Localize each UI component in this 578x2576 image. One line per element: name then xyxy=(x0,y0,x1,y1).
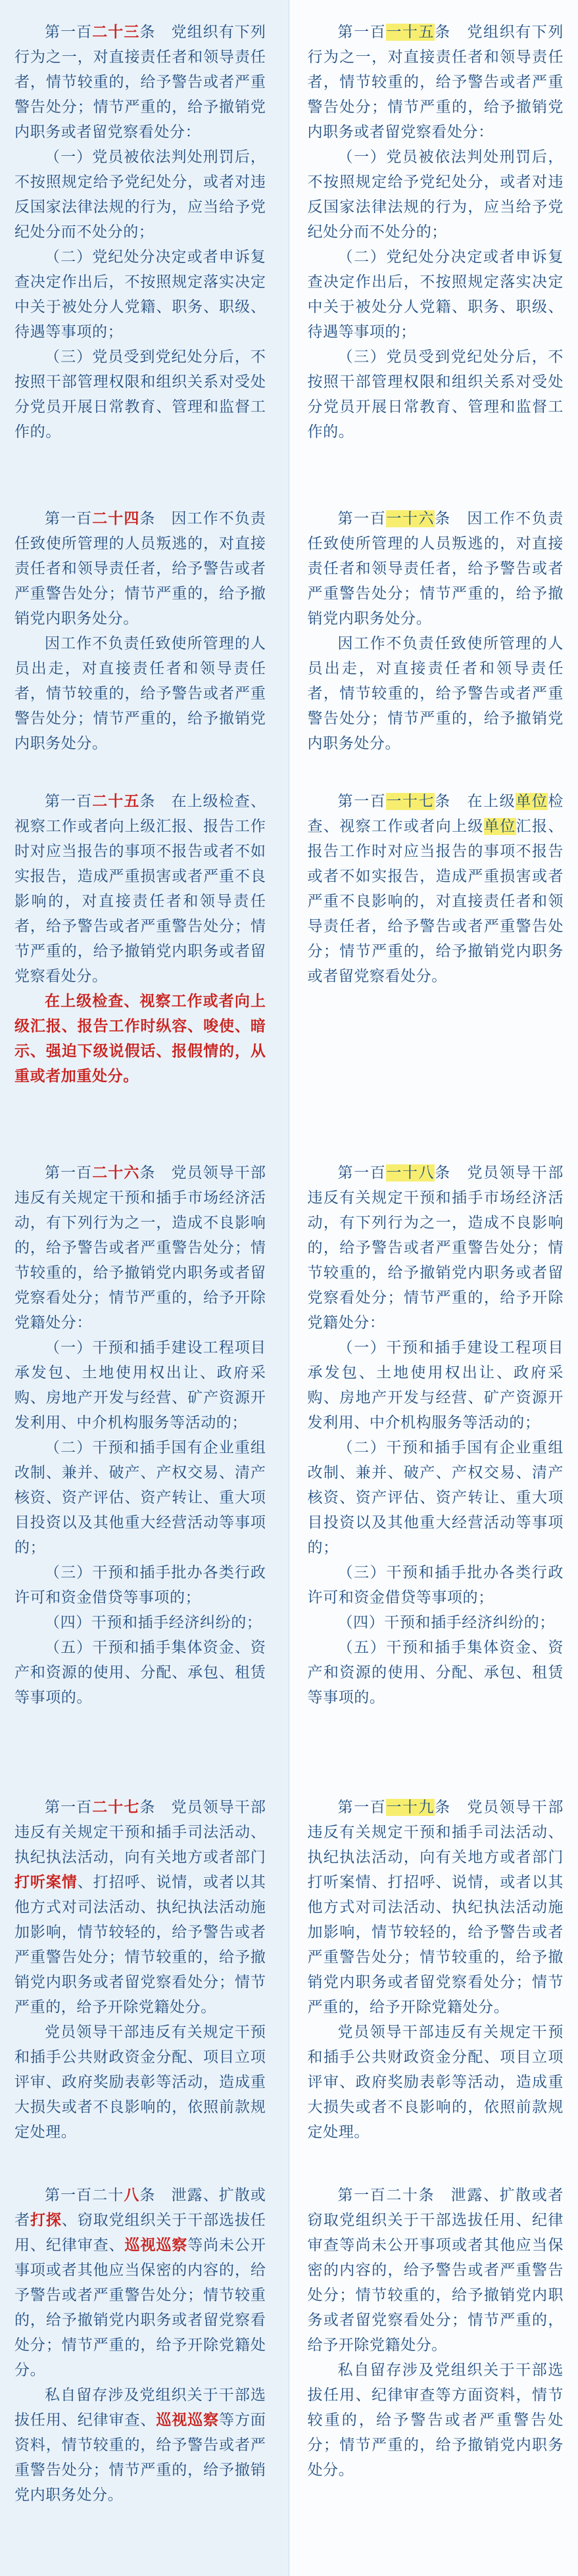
highlighted-text: 单位 xyxy=(516,793,548,810)
text-segment: 等尚未公开事项或者其他应当保密的内容的，给予警告或者严重警告处分；情节较重的，给予撤销党内职务或者留党察看处分；情节严重的，给予开除党籍处分。 xyxy=(14,2237,266,2379)
text-segment: 条 党员领导干部违反有关规定干预和插手市场经济活动，有下列行为之一，造成不良影响的，给予警告或者严重警告处分；情节较重的，给予撤销党内职务或者留党察看处分；情节严重的，给予开除党籍处分： xyxy=(14,1164,266,1331)
left-article-6 xyxy=(14,2183,266,2508)
right-article-4-paragraph-2 xyxy=(308,1335,564,1435)
left-article-4-paragraph-3 xyxy=(14,1435,266,1560)
text-segment: 因工作不负责任致使所管理的人员出走，对直接责任者和领导责任者，情节较重的，给予警告或者严重警告处分；情节严重的，给予撤销党内职务处分。 xyxy=(14,635,266,752)
right-article-1-paragraph-2 xyxy=(308,145,564,245)
left-article-4-paragraph-6 xyxy=(14,1635,266,1710)
text-segment: （五）干预和插手集体资金、资产和资源的使用、分配、承包、租赁等事项的。 xyxy=(307,1639,564,1706)
text-segment: （三）党员受到党纪处分后，不按照干部管理权限和组织关系对受处分党员开展日常教育、管理和监督工作的。 xyxy=(307,348,564,441)
text-segment: 第一百 xyxy=(45,24,93,41)
right-article-6-paragraph-1 xyxy=(308,2183,564,2358)
left-article-1-paragraph-2 xyxy=(14,145,266,245)
highlighted-text: 一十八 xyxy=(386,1164,435,1181)
text-segment: （三）干预和插手批办各类行政许可和资金借贷等事项的； xyxy=(307,1564,564,1606)
highlighted-text: 一十六 xyxy=(386,510,435,527)
right-article-5-paragraph-1 xyxy=(308,1795,564,2020)
text-segment: 条 因工作不负责任致使所管理的人员叛逃的，对直接责任者和领导责任者，给予警告或者严重警告处分；情节严重的，给予撤销党内职务处分。 xyxy=(14,510,266,627)
text-segment: （一）干预和插手建设工程项目承发包、土地使用权出让、政府采购、房地产开发与经营、矿产资源开发利用、中介机构服务等活动的； xyxy=(307,1339,564,1431)
text-segment: （五）干预和插手集体资金、资产和资源的使用、分配、承包、租赁等事项的。 xyxy=(14,1639,266,1706)
left-article-5 xyxy=(14,1795,266,2145)
text-segment: （一）党员被依法判处刑罚后，不按照规定给予党纪处分，或者对违反国家法律法规的行为，应当给予党纪处分而不处分的； xyxy=(14,149,266,241)
text-segment: （二）干预和插手国有企业重组改制、兼并、破产、产权交易、清产核资、资产评估、资产转让、重大项目投资以及其他重大经营活动等事项的； xyxy=(14,1439,266,1556)
right-article-1 xyxy=(308,20,564,444)
changed-number: 二十六 xyxy=(92,1164,140,1181)
text-segment: （一）党员被依法判处刑罚后，不按照规定给予党纪处分，或者对违反国家法律法规的行为，应当给予党纪处分而不处分的； xyxy=(307,149,564,241)
left-article-2 xyxy=(14,506,266,756)
emphasized-text: 在上级检查、视察工作或者向上级汇报、报告工作时纵容、唆使、暗示、强迫下级说假话、报假情的，从重或者加重处分。 xyxy=(14,993,266,1085)
text-segment: 第一百 xyxy=(337,793,387,810)
highlighted-text: 一十七 xyxy=(386,793,435,810)
text-segment: 条 在上级检查、视察工作或者向上级汇报、报告工作时对应当报告的事项不报告或者不如实报告，造成严重损害或者严重不良影响的，对直接责任者和领导责任者，给予警告或者严重警告处分；情节严重的，给予撤销党内职务或者留党察看处分。 xyxy=(14,793,266,985)
left-article-6-paragraph-1 xyxy=(14,2183,266,2383)
right-article-5 xyxy=(308,1795,564,2145)
right-article-3 xyxy=(308,789,564,989)
left-article-2-paragraph-2 xyxy=(14,631,266,756)
right-article-1-paragraph-3 xyxy=(308,245,564,345)
text-segment: 第一百 xyxy=(337,1164,387,1181)
left-article-5-paragraph-1 xyxy=(14,1795,266,2020)
text-segment: 第一百二十条 泄露、扩散或者窃取党组织关于干部选拔任用、纪律审查等尚未公开事项或者其他应当保密的内容的，给予警告或者严重警告处分；情节较重的，给予撤销党内职务或者留党察看处分；情节严重的，给予开除党籍处分。 xyxy=(307,2187,564,2354)
text-segment: 第一百 xyxy=(45,510,93,527)
right-article-3-paragraph-1 xyxy=(308,789,564,989)
text-segment: 党员领导干部违反有关规定干预和插手公共财政资金分配、项目立项评审、政府奖励表彰等活动，造成重大损失或者不良影响的，依照前款规定处理。 xyxy=(307,2024,564,2141)
changed-number: 二十四 xyxy=(92,510,140,527)
text-segment: （三）干预和插手批办各类行政许可和资金借贷等事项的； xyxy=(14,1564,266,1606)
text-segment: 第一百 xyxy=(337,24,387,41)
left-article-1-paragraph-1 xyxy=(14,20,266,145)
text-segment: 第一百 xyxy=(45,1799,93,1816)
left-article-3 xyxy=(14,789,266,1089)
right-article-5-paragraph-2 xyxy=(308,2020,564,2145)
left-article-5-paragraph-2 xyxy=(14,2020,266,2145)
changed-number: 二十三 xyxy=(92,24,140,41)
emphasized-text: 巡视巡察 xyxy=(156,2412,220,2429)
right-article-2-paragraph-2 xyxy=(308,631,564,756)
left-article-1-paragraph-4 xyxy=(14,345,266,444)
text-segment: 第一百二十 xyxy=(45,2187,124,2204)
highlighted-text: 一十五 xyxy=(386,24,435,41)
right-article-1-paragraph-4 xyxy=(308,345,564,444)
left-article-4-paragraph-5 xyxy=(14,1610,266,1635)
right-article-4-paragraph-3 xyxy=(308,1435,564,1560)
text-segment: 党员领导干部违反有关规定干预和插手公共财政资金分配、项目立项评审、政府奖励表彰等活动，造成重大损失或者不良影响的，依照前款规定处理。 xyxy=(14,2024,266,2141)
right-article-6-paragraph-2 xyxy=(308,2358,564,2483)
changed-number: 八 xyxy=(124,2187,140,2204)
emphasized-text: 打探 xyxy=(30,2212,62,2229)
text-segment: 因工作不负责任致使所管理的人员出走，对直接责任者和领导责任者，情节较重的，给予警告或者严重警告处分；情节严重的，给予撤销党内职务处分。 xyxy=(307,635,564,752)
emphasized-text: 打听案情 xyxy=(14,1874,78,1891)
right-article-4-paragraph-6 xyxy=(308,1635,564,1710)
text-segment: 私自留存涉及党组织关于干部选拔任用、纪律审查等方面资料，情节较重的，给予警告或者严重警告处分；情节严重的，给予撤销党内职务处分。 xyxy=(307,2362,564,2479)
left-article-4 xyxy=(14,1160,266,1710)
right-article-4-paragraph-1 xyxy=(308,1160,564,1335)
text-segment: 、打招呼、说情，或者以其他方式对司法活动、执纪执法活动施加影响，情节较轻的，给予警告或者严重警告处分；情节较重的，给予撤销党内职务或者留党察看处分；情节严重的，给予开除党籍处分。 xyxy=(14,1874,266,2016)
text-segment: 条 因工作不负责任致使所管理的人员叛逃的，对直接责任者和领导责任者，给予警告或者严重警告处分；情节严重的，给予撤销党内职务处分。 xyxy=(307,510,564,627)
changed-number: 二十五 xyxy=(92,793,140,810)
text-segment: （四）干预和插手经济纠纷的； xyxy=(337,1614,555,1631)
text-segment: 条 党员领导干部违反有关规定干预和插手司法活动、执纪执法活动，向有关地方或者部门 xyxy=(14,1799,266,1866)
left-article-1 xyxy=(14,20,266,444)
right-article-2 xyxy=(308,506,564,756)
text-segment: 第一百 xyxy=(337,510,387,527)
left-article-3-paragraph-1 xyxy=(14,789,266,989)
text-segment: 汇报、报告工作时对应当报告的事项不报告或者不如实报告，造成严重损害或者严重不良影响的，对直接责任者和领导责任者，给予警告或者严重警告处分；情节严重的，给予撤销党内职务或者留党察看处分。 xyxy=(307,818,564,985)
text-segment: 条 党组织有下列行为之一，对直接责任者和领导责任者，情节较重的，给予警告或者严重警告处分；情节严重的，给予撤销党内职务或者留党察看处分： xyxy=(307,24,564,141)
right-column-old-regulation xyxy=(289,0,578,2576)
right-article-2-paragraph-1 xyxy=(308,506,564,631)
left-article-4-paragraph-1 xyxy=(14,1160,266,1335)
right-article-6 xyxy=(308,2183,564,2483)
text-segment: 私自留存涉及党组织关于干部选拔任用、纪律审查、 xyxy=(14,2387,266,2429)
text-segment: （一）干预和插手建设工程项目承发包、土地使用权出让、政府采购、房地产开发与经营、矿产资源开发利用、中介机构服务等活动的； xyxy=(14,1339,266,1431)
text-segment: 第一百 xyxy=(45,793,93,810)
text-segment: 条 在上级 xyxy=(435,793,516,810)
left-article-6-paragraph-2 xyxy=(14,2383,266,2508)
right-article-4 xyxy=(308,1160,564,1710)
text-segment: 第一百 xyxy=(45,1164,93,1181)
text-segment: （三）党员受到党纪处分后，不按照干部管理权限和组织关系对受处分党员开展日常教育、管理和监督工作的。 xyxy=(14,348,266,441)
text-segment: （二）干预和插手国有企业重组改制、兼并、破产、产权交易、清产核资、资产评估、资产转让、重大项目投资以及其他重大经营活动等事项的； xyxy=(307,1439,564,1556)
highlighted-text: 单位 xyxy=(483,818,516,835)
right-article-4-paragraph-5 xyxy=(308,1610,564,1635)
text-segment: 条 党组织有下列行为之一，对直接责任者和领导责任者，情节较重的，给予警告或者严重警告处分；情节严重的，给予撤销党内职务或者留党察看处分： xyxy=(14,24,266,141)
right-article-4-paragraph-4 xyxy=(308,1560,564,1610)
left-article-1-paragraph-3 xyxy=(14,245,266,345)
changed-number: 二十七 xyxy=(92,1799,140,1816)
text-segment: 条 党员领导干部违反有关规定干预和插手市场经济活动，有下列行为之一，造成不良影响的，给予警告或者严重警告处分；情节较重的，给予撤销党内职务或者留党察看处分；情节严重的，给予开除党籍处分： xyxy=(307,1164,564,1331)
right-article-1-paragraph-1 xyxy=(308,20,564,145)
text-segment: 、窃取党组织关于干部选拔任用、纪律审查、 xyxy=(14,2212,266,2254)
emphasized-text: 巡视巡察 xyxy=(124,2237,188,2254)
text-segment: 第一百 xyxy=(337,1799,387,1816)
left-article-2-paragraph-1 xyxy=(14,506,266,631)
text-segment: 条 泄露、扩散或者 xyxy=(14,2187,266,2229)
highlighted-text: 一十九 xyxy=(386,1799,435,1816)
left-article-4-paragraph-4 xyxy=(14,1560,266,1610)
left-article-4-paragraph-2 xyxy=(14,1335,266,1435)
text-segment: 等方面资料，情节较重的，给予警告或者严重警告处分；情节严重的，给予撤销党内职务处分。 xyxy=(14,2412,266,2504)
text-segment: （四）干预和插手经济纠纷的； xyxy=(45,1614,262,1631)
text-segment: 条 党员领导干部违反有关规定干预和插手司法活动、执纪执法活动，向有关地方或者部门打听案情、打招呼、说情，或者以其他方式对司法活动、执纪执法活动施加影响，情节较轻的，给予警告或者严重警告处分；情节较重的，给予撤销党内职务或者留党察看处分；情节严重的，给予开除党籍处分。 xyxy=(307,1799,564,2016)
text-segment: （二）党纪处分决定或者申诉复查决定作出后，不按照规定落实决定中关于被处分人党籍、职务、职级、待遇等事项的； xyxy=(307,249,564,341)
text-segment: 检查、视察工作或者向上级 xyxy=(307,793,564,835)
text-segment: （二）党纪处分决定或者申诉复查决定作出后，不按照规定落实决定中关于被处分人党籍、职务、职级、待遇等事项的； xyxy=(14,249,266,341)
left-article-3-paragraph-2 xyxy=(14,989,266,1089)
